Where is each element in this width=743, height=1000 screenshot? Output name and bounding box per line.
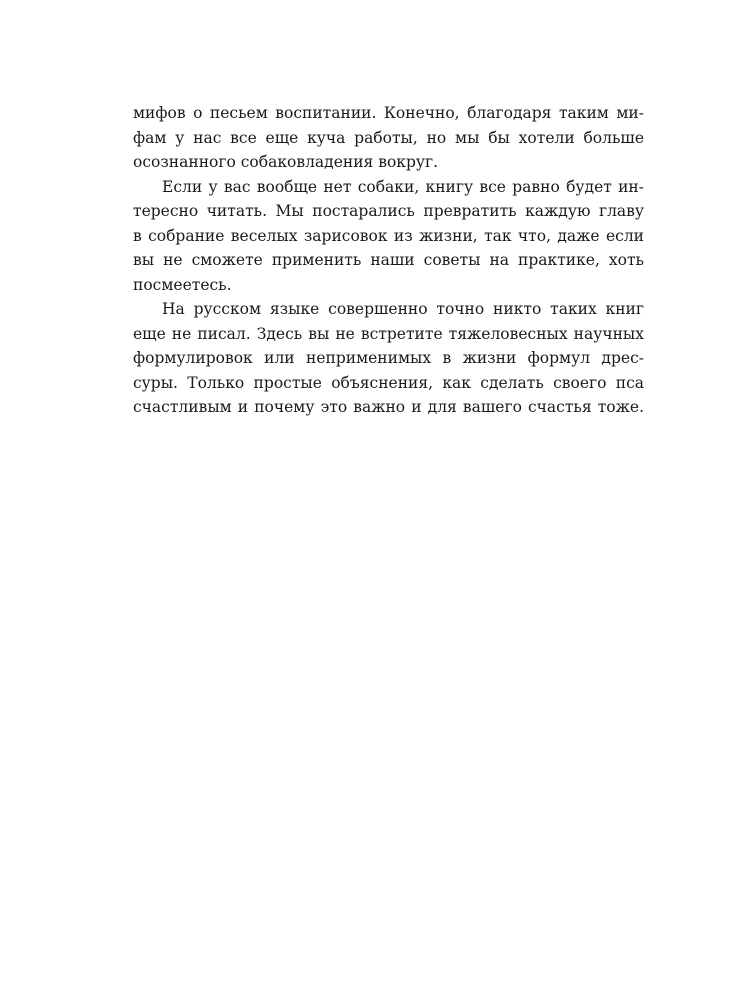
paragraph-2 — [133, 175, 644, 298]
text-line: суры. Только простые объяснения, как сделать своего пса — [133, 373, 644, 392]
text-line: На русском языке совершенно точно никто таких книг — [162, 300, 644, 318]
paragraph-1 — [133, 101, 644, 175]
text-line: счастливым и почему это важно и для вашего счастья тоже. — [133, 398, 644, 416]
text-line: формулировок или неприменимых в жизни формул дрес- — [133, 349, 644, 367]
text-line: в собрание веселых зарисовок из жизни, так что, даже если — [133, 226, 644, 245]
text-line: вы не сможете применить наши советы на практике, хоть — [133, 251, 644, 269]
body-text — [133, 101, 644, 420]
paragraph-3 — [133, 297, 644, 420]
text-line: фам у нас все еще куча работы, но мы бы хотели больше — [133, 128, 644, 147]
text-line: тересно читать. Мы постарались превратить каждую главу — [133, 202, 644, 220]
text-line: мифов о песьем воспитании. Конечно, благодаря таким ми- — [133, 104, 644, 122]
text-line: Если у вас вообще нет собаки, книгу все равно будет ин- — [162, 177, 644, 196]
text-line: еще не писал. Здесь вы не встретите тяжеловесных научных — [133, 324, 644, 343]
text-line: посмеетесь. — [133, 275, 232, 294]
text-line: осознанного собаковладения вокруг. — [133, 153, 439, 171]
